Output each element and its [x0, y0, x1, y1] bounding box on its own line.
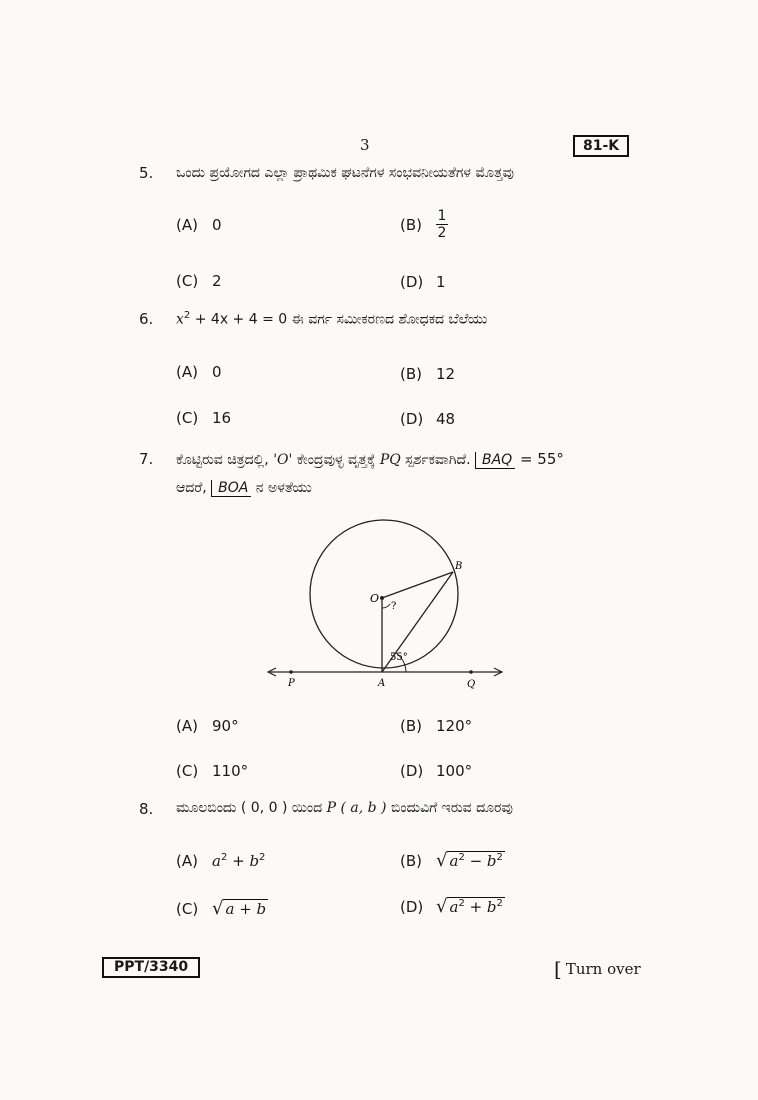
turn-over-note	[554, 957, 641, 981]
q8-text-1: ಮೂಲಬಿಂದು ( 0, 0 ) ಯಿಂದ	[176, 800, 327, 816]
q8-option-c	[176, 898, 268, 919]
label-q: Q	[467, 679, 476, 690]
angle-baq: BAQ	[475, 452, 515, 469]
sqrt-sign: √	[436, 850, 448, 871]
option-value: 1	[436, 273, 446, 291]
q8-option-d	[400, 896, 505, 917]
operator: +	[464, 898, 487, 916]
fraction-denominator: 2	[437, 225, 447, 241]
question-7-number: 7.	[139, 450, 154, 468]
q8-point: P ( a, b )	[326, 800, 387, 816]
q7-option-d	[400, 762, 472, 780]
q6-option-a	[176, 363, 222, 381]
q7-text-2: ಕೇಂದ್ರವುಳ್ಳ ವೃತ್ತಕ್ಕೆ	[292, 452, 380, 468]
point-q	[469, 670, 473, 674]
option-label: (C)	[176, 409, 199, 427]
angle-boa: BOA	[211, 480, 251, 497]
question-5-text: ಒಂದು ಪ್ರಯೋಗದ ಎಲ್ಲಾ ಪ್ರಾಥಮಿಕ ಘಟನೆಗಳ ಸಂಭವನೀಯತೆಗಳ ಮೊತ್ತವು	[176, 165, 514, 181]
paper-code: 81-K	[573, 135, 629, 157]
option-value: 12	[436, 365, 456, 383]
exp-a: 2	[458, 852, 465, 863]
label-o: O	[370, 592, 380, 605]
term-a: a	[212, 852, 221, 870]
circle	[310, 520, 458, 668]
sqrt-sign: √	[436, 896, 448, 917]
q7-center-label: 'O'	[273, 452, 293, 468]
q7-tangent-label: PQ	[379, 452, 401, 468]
q5-option-b	[400, 208, 448, 241]
option-value: 90°	[212, 717, 239, 735]
turn-over-text: Turn over	[565, 960, 641, 978]
equation-variable: x	[176, 311, 184, 328]
bracket: [	[554, 957, 562, 981]
equation-rest: + 4x + 4 = 0	[190, 311, 288, 328]
q5-option-a	[176, 216, 222, 234]
sqrt-content: a + b	[225, 900, 267, 918]
q5-option-c	[176, 272, 222, 290]
label-a: A	[378, 678, 386, 689]
q6-option-d	[400, 410, 455, 428]
option-label: (B)	[400, 365, 422, 383]
question-6-body: ಈ ವರ್ಗ ಸಮೀಕರಣದ ಶೋಧಕದ ಬೆಲೆಯು	[291, 311, 488, 328]
sqrt-content	[447, 897, 504, 916]
term-b: b	[486, 852, 497, 870]
exp-a: 2	[458, 898, 465, 909]
option-label: (A)	[176, 717, 198, 735]
q8-option-a	[176, 852, 265, 870]
term-b: b	[486, 898, 497, 916]
operator: +	[227, 852, 250, 870]
term-a: a	[449, 898, 459, 916]
label-unknown-angle: ?	[391, 601, 397, 612]
question-8-text	[176, 800, 513, 816]
exp-b: 2	[496, 852, 503, 863]
q7-option-c	[176, 762, 248, 780]
option-label: (D)	[400, 273, 424, 291]
q7-text-5: ನ ಅಳತೆಯು	[251, 480, 312, 496]
option-value: 100°	[436, 762, 473, 780]
option-label: (A)	[176, 852, 198, 870]
option-label: (C)	[176, 762, 199, 780]
page-number: 3	[360, 136, 370, 154]
option-value: 16	[212, 409, 232, 427]
option-value: 110°	[212, 762, 249, 780]
question-5-number: 5.	[139, 164, 154, 182]
exp-b: 2	[496, 898, 503, 909]
angle-baq-value: = 55°	[515, 450, 564, 468]
question-7-line-1	[176, 450, 564, 468]
q8-text-2: ಬಿಂದುವಿಗೆ ಇರುವ ದೂರವು	[386, 800, 513, 816]
option-value: 0	[212, 216, 222, 234]
option-label: (D)	[400, 410, 424, 428]
label-b: B	[455, 561, 463, 572]
option-label: (A)	[176, 363, 198, 381]
angle-arc-o	[382, 604, 390, 608]
option-label: (D)	[400, 898, 424, 916]
label-55-degrees: 55°	[390, 652, 408, 663]
equation-exponent: 2	[183, 310, 191, 321]
q7-text-4: ಆದರೆ,	[176, 480, 212, 496]
sqrt-content	[447, 851, 504, 870]
q7-text-1: ಕೊಟ್ಟಿರುವ ಚಿತ್ರದಲ್ಲಿ,	[176, 452, 274, 468]
q7-option-b	[400, 717, 472, 735]
label-p: P	[288, 678, 295, 689]
fraction-numerator: 1	[437, 208, 447, 224]
q7-option-a	[176, 717, 239, 735]
q7-text-3: ಸ್ಪರ್ಶಕವಾಗಿದೆ.	[400, 452, 475, 468]
sqrt-sign: √	[212, 898, 224, 919]
exp-b: 2	[259, 852, 266, 863]
term-a: a	[449, 852, 459, 870]
option-label: (B)	[400, 852, 422, 870]
q6-option-b	[400, 365, 455, 383]
option-label: (A)	[176, 216, 198, 234]
question-8-number: 8.	[139, 800, 154, 818]
option-value: 2	[212, 272, 222, 290]
option-label: (D)	[400, 762, 424, 780]
question-6-number: 6.	[139, 310, 154, 328]
option-label: (B)	[400, 717, 422, 735]
footer-paper-code: PPT/3340	[102, 957, 200, 978]
option-value: 0	[212, 363, 222, 381]
option-value: 48	[436, 410, 456, 428]
fraction	[436, 208, 448, 241]
option-label: (C)	[176, 900, 199, 918]
q6-option-c	[176, 409, 231, 427]
center-point	[380, 596, 384, 600]
question-6-text	[176, 310, 487, 328]
term-b: b	[249, 852, 260, 870]
operator: −	[464, 852, 487, 870]
circle-tangent-figure	[260, 512, 510, 692]
question-7-line-2	[176, 480, 312, 496]
point-p	[289, 670, 293, 674]
option-value: 120°	[436, 717, 473, 735]
exp-a: 2	[220, 852, 228, 863]
option-label: (C)	[176, 272, 199, 290]
radius-ob	[382, 572, 453, 598]
option-label: (B)	[400, 215, 422, 234]
q8-option-b	[400, 850, 505, 871]
q5-option-d	[400, 273, 446, 291]
